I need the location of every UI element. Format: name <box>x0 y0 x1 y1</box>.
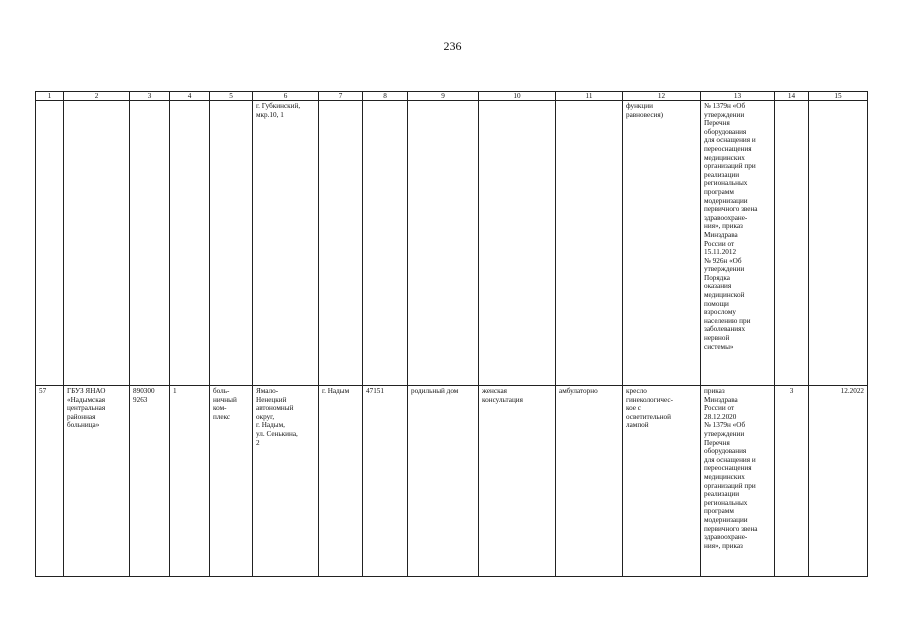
table-row <box>36 386 868 577</box>
cell-date: 12.2022 <box>809 386 868 577</box>
cell-department: женская консультация <box>479 386 556 577</box>
column-number: 2 <box>64 92 130 101</box>
column-number: 13 <box>701 92 775 101</box>
column-number: 9 <box>408 92 479 101</box>
cell-address: Ямало- Ненецкий автономный округ, г. Надым, ул. Сенькина, 2 <box>253 386 319 577</box>
column-number: 3 <box>130 92 170 101</box>
cell-quantity: 3 <box>775 386 809 577</box>
cell-regulation: № 1379н «Об утверждении Перечня оборудования для оснащения и переоснащения медицинских организаций при реализации региональных программ модернизации первичного звена здравоохране- ния», приказ Минздрава России от 15.11.2012 № 926н «Об утверждении Порядка оказания медицинской помощи взрослому населению при заболеваниях нервной системы» <box>701 101 775 386</box>
cell-care-form <box>556 101 623 386</box>
cell-code <box>363 101 408 386</box>
cell-unit: родильный дом <box>408 386 479 577</box>
cell-department <box>479 101 556 386</box>
cell-organization: ГБУЗ ЯНАО «Надымская центральная районная больница» <box>64 386 130 577</box>
cell-col4: 1 <box>170 386 210 577</box>
cell-equipment: кресло гинекологичес- кое с осветительной лампой <box>623 386 701 577</box>
column-number: 15 <box>809 92 868 101</box>
column-number: 1 <box>36 92 64 101</box>
cell-quantity <box>775 101 809 386</box>
cell-unit <box>408 101 479 386</box>
column-number: 5 <box>210 92 253 101</box>
cell-date <box>809 101 868 386</box>
column-number-row <box>36 92 868 101</box>
cell-building-type <box>210 101 253 386</box>
column-number: 8 <box>363 92 408 101</box>
cell-address: г. Губкинский, мкр.10, 1 <box>253 101 319 386</box>
column-number: 4 <box>170 92 210 101</box>
cell-city: г. Надым <box>319 386 363 577</box>
cell-regulation: приказ Минздрава России от 28.12.2020 № 1379н «Об утверждении Перечня оборудования для оснащения и переоснащения медицинских организаций при реализации региональных программ модернизации первичного звена здравоохране- ния», приказ <box>701 386 775 577</box>
cell-organization <box>64 101 130 386</box>
cell-equipment: функции равновесия) <box>623 101 701 386</box>
cell-building-type: боль- ничный ком- плекс <box>210 386 253 577</box>
column-number: 14 <box>775 92 809 101</box>
cell-row-number <box>36 101 64 386</box>
cell-inn <box>130 101 170 386</box>
cell-city <box>319 101 363 386</box>
column-number: 6 <box>253 92 319 101</box>
cell-inn: 890300 9263 <box>130 386 170 577</box>
page-number: 236 <box>443 39 462 53</box>
table-row <box>36 101 868 386</box>
column-number: 7 <box>319 92 363 101</box>
cell-row-number: 57 <box>36 386 64 577</box>
cell-col4 <box>170 101 210 386</box>
column-number: 10 <box>479 92 556 101</box>
column-number: 12 <box>623 92 701 101</box>
column-number: 11 <box>556 92 623 101</box>
equipment-register-table <box>35 91 868 577</box>
cell-code: 47151 <box>363 386 408 577</box>
cell-care-form: амбулаторно <box>556 386 623 577</box>
